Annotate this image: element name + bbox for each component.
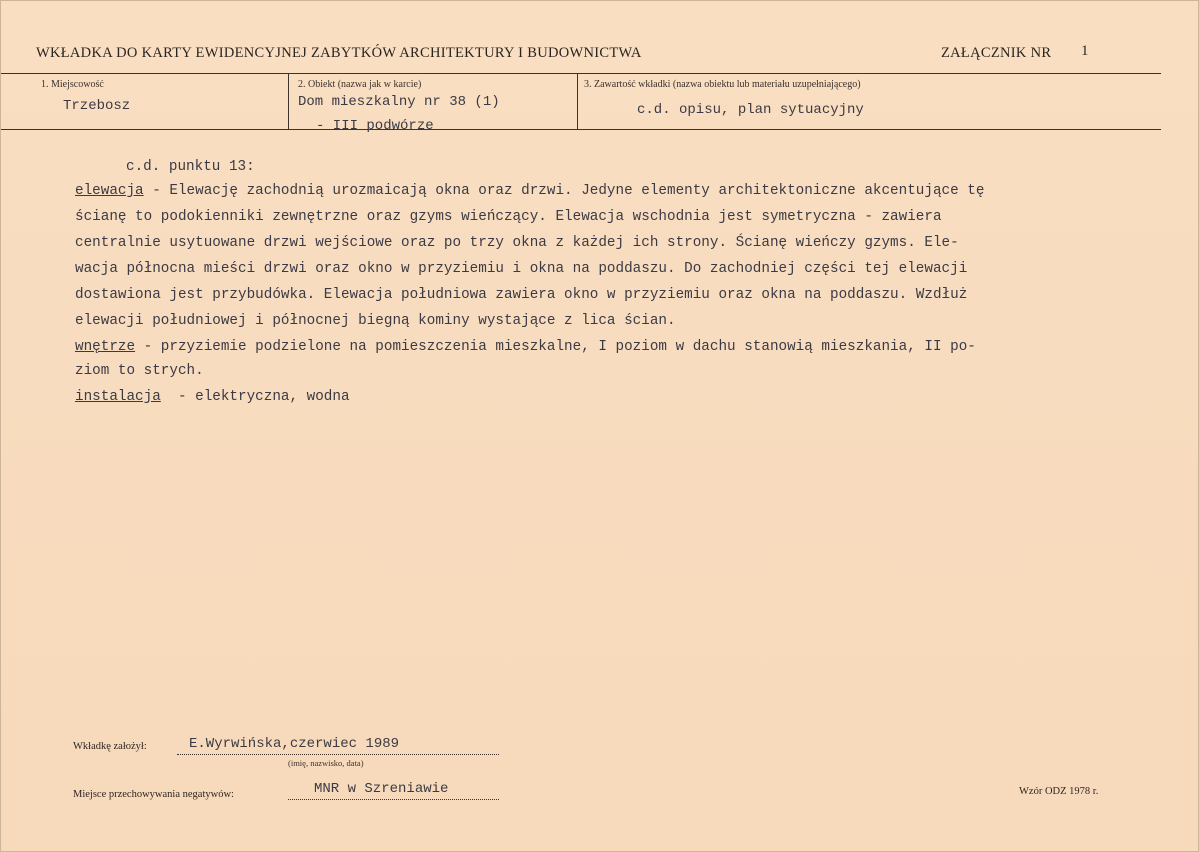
object-value-line-1: Dom mieszkalny nr 38 (1) — [298, 94, 500, 110]
description-text: dostawiona jest przybudówka. Elewacja południowa zawiera okno w przyziemiu oraz okna na poddaszu. Wzdłuż — [75, 287, 968, 303]
description-term: elewacja — [75, 183, 144, 199]
description-line — [75, 390, 350, 404]
continuation-intro: c.d. punktu 13: — [126, 159, 255, 175]
created-by-line — [177, 754, 499, 755]
description-text: centralnie usytuowane drzwi wejściowe oraz po trzy okna z każdej ich strony. Ścianę wieńczy gzyms. Ele- — [75, 235, 959, 251]
description-term: wnętrze — [75, 339, 136, 355]
negatives-location-label: Miejsce przechowywania negatywów: — [73, 789, 234, 800]
description-line — [75, 236, 959, 250]
place-value: Trzebosz — [63, 98, 131, 114]
description-text: elewacji południowej i północnej biegną kominy wystające z lica ścian. — [75, 313, 676, 329]
description-text: - Elewację zachodnią urozmaicają okna oraz drzwi. Jedyne elementy architektoniczne akcentujące tę — [143, 183, 985, 199]
description-text: ścianę to podokienniki zewnętrzne oraz gzyms wieńczący. Elewacja wschodnia jest symetryczna - zawiera — [75, 209, 942, 225]
contents-value: c.d. opisu, plan sytuacyjny — [637, 102, 864, 118]
top-rule — [1, 73, 1161, 74]
field-divider-1 — [288, 74, 289, 129]
contents-label: 3. Zawartość wkładki (nazwa obiektu lub materiału uzupełniającego) — [584, 79, 861, 90]
description-line — [75, 184, 984, 198]
place-label: 1. Miejscowość — [41, 79, 104, 90]
description-text: wacja północna mieści drzwi oraz okno w przyziemiu i okna na poddaszu. Do zachodniej części tej elewacji — [75, 261, 968, 277]
description-text: - elektryczna, wodna — [160, 389, 350, 405]
object-label: 2. Obiekt (nazwa jak w karcie) — [298, 79, 422, 90]
created-by-label: Wkładkę założył: — [73, 741, 147, 752]
annex-number: 1 — [1081, 43, 1089, 59]
description-term: instalacja — [75, 389, 161, 405]
description-text: ziom to strych. — [75, 363, 204, 379]
fields-bottom-rule — [1, 129, 1161, 130]
field-divider-2 — [577, 74, 578, 129]
form-pattern: Wzór ODZ 1978 r. — [1019, 786, 1099, 797]
description-line — [75, 364, 204, 378]
description-line — [75, 340, 976, 354]
description-line — [75, 288, 967, 302]
negatives-location-line — [288, 799, 499, 800]
description-line — [75, 210, 942, 224]
object-value-line-2: - III podwórze — [316, 118, 434, 134]
annex-label: ZAŁĄCZNIK NR — [941, 45, 1052, 61]
card-title: WKŁADKA DO KARTY EWIDENCYJNEJ ZABYTKÓW ARCHITEKTURY I BUDOWNICTWA — [36, 45, 642, 61]
negatives-location-value: MNR w Szreniawie — [314, 781, 449, 797]
created-by-note: (imię, nazwisko, data) — [288, 758, 364, 768]
description-text: - przyziemie podzielone na pomieszczenia mieszkalne, I poziom w dachu stanowią mieszkania, II po- — [135, 339, 976, 355]
description-line — [75, 262, 967, 276]
description-line — [75, 314, 676, 328]
created-by-value: E.Wyrwińska,czerwiec 1989 — [189, 736, 400, 752]
